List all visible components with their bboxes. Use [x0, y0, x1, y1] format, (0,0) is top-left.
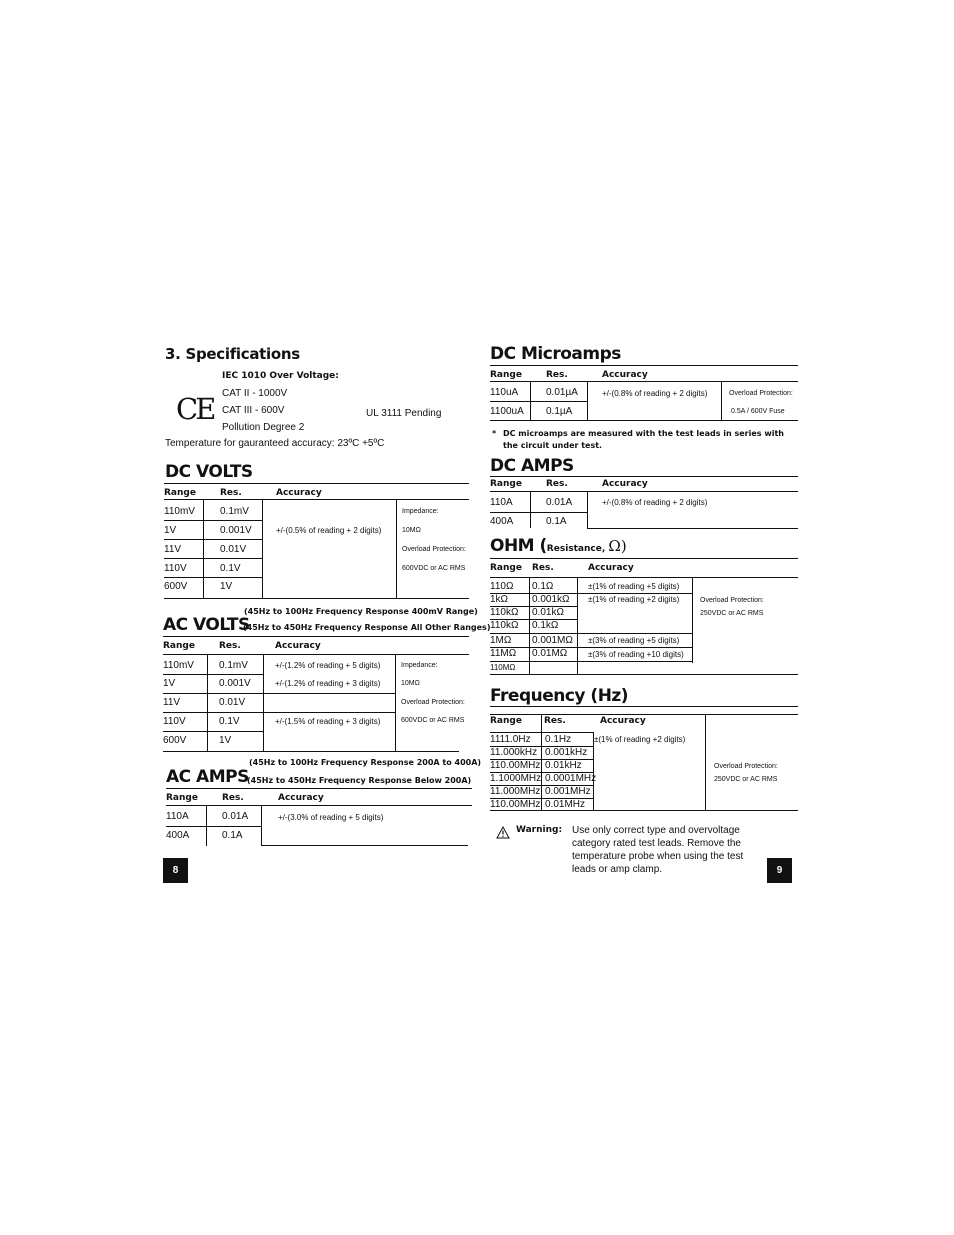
col-header-res: Res.: [546, 370, 568, 380]
table-row-range: 11.000MHz: [490, 786, 541, 797]
spec-note: Overload Protection:: [401, 699, 465, 706]
ohm-title: [490, 536, 627, 556]
table-row-res: 0.01kHz: [545, 760, 582, 771]
table-row-res: 0.01A: [546, 497, 573, 508]
ac-amps-freq-note: (45Hz to 100Hz Frequency Response 200A to 400A): [249, 758, 482, 767]
specifications-title: 3. Specifications: [165, 345, 300, 363]
ul-listing: UL 3111 Pending: [366, 408, 442, 419]
spec-note: Overload Protection:: [729, 390, 793, 397]
page-number: 9: [767, 858, 792, 883]
spec-note: 0.5A / 600V Fuse: [731, 408, 785, 415]
table-row-res: 0.01MHz: [545, 799, 586, 810]
table-row-res: 0.1µA: [546, 406, 573, 417]
ac-amps-freq-note: (45Hz to 450Hz Frequency Response Below 200A): [247, 776, 472, 785]
table-row-range: 11V: [164, 544, 182, 555]
ac-volts-freq-note: (45Hz to 450Hz Frequency Response All Other Ranges): [243, 623, 491, 632]
table-row-range: 110.00MHz: [490, 799, 541, 810]
col-header-res: Res.: [544, 716, 566, 726]
warning-text: leads or amp clamp.: [572, 864, 663, 875]
ac-volts-title: AC VOLTS: [163, 615, 250, 635]
col-header-range: Range: [164, 488, 196, 498]
col-header-accuracy: Accuracy: [276, 488, 322, 498]
table-row-range: 400A: [490, 516, 514, 527]
table-row-res: 0.01A: [222, 811, 249, 822]
accuracy-text: +/-(0.8% of reading + 2 digits): [602, 389, 708, 398]
table-row-range: 110mV: [164, 506, 195, 517]
col-header-res: Res.: [532, 563, 554, 573]
col-header-range: Range: [490, 563, 522, 573]
table-row-range: 110A: [166, 811, 189, 822]
ohm-title-main: OHM (: [490, 536, 547, 556]
table-row-res: 0.01MΩ: [532, 648, 568, 659]
warning-text: category rated test leads. Remove the: [572, 838, 741, 849]
table-row-res: 0.001kHz: [545, 747, 588, 758]
spec-note: Overload Protection:: [714, 763, 778, 770]
table-row-range: 1MΩ: [490, 635, 512, 646]
page-number: 8: [163, 858, 188, 883]
table-row-res: 0.1mV: [220, 506, 249, 517]
accuracy-text: +/-(1.2% of reading + 5 digits): [275, 661, 381, 670]
table-row-res: 0.1Ω: [532, 581, 554, 592]
ce-mark-logo: CE: [176, 392, 214, 426]
table-row-res: 0.1V: [219, 716, 240, 727]
accuracy-text: +/-(1.2% of reading + 3 digits): [275, 679, 381, 688]
ac-amps-title: AC AMPS: [166, 767, 249, 787]
spec-note: 600VDC or AC RMS: [401, 717, 465, 724]
accuracy-text: +/-(0.8% of reading + 2 digits): [602, 498, 708, 507]
footnote-mark: *: [492, 429, 497, 438]
temperature-note: Temperature for gauranteed accuracy: 23ºC +5ºC: [165, 438, 385, 449]
table-row-res: 0.1A: [222, 830, 243, 841]
table-row-res: 1V: [219, 735, 232, 746]
spec-note: 250VDC or AC RMS: [714, 776, 778, 783]
table-row-range: 110kΩ: [490, 620, 519, 631]
col-header-accuracy: Accuracy: [602, 370, 648, 380]
table-row-range: 1.1000MHz: [490, 773, 542, 784]
iec-line: CAT II - 1000V: [222, 388, 288, 399]
spec-note: 10MΩ: [402, 527, 421, 534]
table-row-range: 110V: [163, 716, 186, 727]
table-row-range: 110V: [164, 563, 187, 574]
spec-note: 600VDC or AC RMS: [402, 565, 466, 572]
col-header-res: Res.: [219, 641, 241, 651]
table-row-range: 110.00MHz: [490, 760, 541, 771]
col-header-accuracy: Accuracy: [588, 563, 634, 573]
table-row-range: 1111.0Hz: [490, 734, 531, 745]
table-row-res: 0.1A: [546, 516, 567, 527]
table-row-range: 11MΩ: [490, 648, 517, 659]
iec-line: Pollution Degree 2: [222, 422, 305, 433]
warning-text: temperature probe when using the test: [572, 851, 744, 862]
table-row-res: 0.001MΩ: [532, 635, 573, 646]
warning-triangle-icon: [496, 826, 510, 839]
table-row-range: 110uA: [490, 387, 519, 398]
dc-microamps-title: DC Microamps: [490, 344, 621, 364]
col-header-res: Res.: [220, 488, 242, 498]
col-header-range: Range: [490, 370, 522, 380]
ac-volts-freq-note: (45Hz to 100Hz Frequency Response 400mV Range): [244, 607, 478, 616]
table-row-range: 600V: [164, 581, 188, 592]
col-header-range: Range: [490, 479, 522, 489]
col-header-range: Range: [490, 716, 522, 726]
table-row-res: 1V: [220, 581, 233, 592]
table-row-range: 110kΩ: [490, 607, 519, 618]
accuracy-text: +/-(3.0% of reading + 5 digits): [278, 813, 384, 822]
accuracy-text: ±(1% of reading +5 digits): [588, 582, 680, 591]
spec-note: 250VDC or AC RMS: [700, 610, 764, 617]
table-row-res: 0.1Hz: [545, 734, 572, 745]
table-row-range: 1V: [164, 525, 177, 536]
footnote-text: the circuit under test.: [503, 441, 603, 450]
table-row-range: 11V: [163, 697, 181, 708]
accuracy-text: ±(3% of reading +10 digits): [588, 650, 684, 659]
table-row-range: 1kΩ: [490, 594, 509, 605]
spec-note: Overload Protection:: [700, 597, 764, 604]
table-row-res: 0.01V: [220, 544, 247, 555]
table-row-range: 1V: [163, 678, 176, 689]
col-header-accuracy: Accuracy: [275, 641, 321, 651]
accuracy-text: +/-(1.5% of reading + 3 digits): [275, 717, 381, 726]
warning-text: Use only correct type and overvoltage: [572, 825, 740, 836]
table-row-res: 0.01kΩ: [532, 607, 564, 618]
iec-title: IEC 1010 Over Voltage:: [222, 371, 339, 381]
table-row-range: 400A: [166, 830, 190, 841]
accuracy-text: ±(1% of reading +2 digits): [588, 595, 680, 604]
table-row-res: 0.1mV: [219, 660, 248, 671]
frequency-title: Frequency (Hz): [490, 686, 629, 706]
spec-note: Impedance:: [401, 662, 438, 669]
table-row-res: 0.001kΩ: [532, 594, 570, 605]
warning-label: Warning:: [516, 825, 563, 835]
col-header-accuracy: Accuracy: [600, 716, 646, 726]
col-header-accuracy: Accuracy: [278, 793, 324, 803]
table-row-res: 0.001MHz: [545, 786, 591, 797]
table-row-range: 11.000kHz: [490, 747, 538, 758]
spec-note: Impedance:: [402, 508, 439, 515]
ohm-symbol: Ω): [608, 537, 627, 555]
table-row-range: 110MΩ: [490, 663, 516, 672]
table-row-res: 0.001V: [220, 525, 252, 536]
table-row-res: 0.1kΩ: [532, 620, 559, 631]
table-row-res: 0.0001MHz: [545, 773, 597, 784]
table-row-range: 600V: [163, 735, 187, 746]
col-header-res: Res.: [222, 793, 244, 803]
dc-volts-title: DC VOLTS: [165, 462, 253, 482]
accuracy-text: +/-(0.5% of reading + 2 digits): [276, 526, 382, 535]
table-row-res: 0.01V: [219, 697, 246, 708]
accuracy-text: ±(3% of reading +5 digits): [588, 636, 680, 645]
table-row-res: 0.01µA: [546, 387, 578, 398]
table-row-range: 110A: [490, 497, 513, 508]
col-header-range: Range: [163, 641, 195, 651]
table-row-range: 110mV: [163, 660, 194, 671]
ohm-title-small: Resistance,: [546, 544, 609, 554]
table-row-range: 1100uA: [490, 406, 524, 417]
table-row-range: 110Ω: [490, 581, 514, 592]
col-header-accuracy: Accuracy: [602, 479, 648, 489]
footnote-text: DC microamps are measured with the test leads in series with: [503, 429, 784, 438]
table-row-res: 0.1V: [220, 563, 241, 574]
spec-note: Overload Protection:: [402, 546, 466, 553]
col-header-range: Range: [166, 793, 198, 803]
iec-line: CAT III - 600V: [222, 405, 285, 416]
table-row-res: 0.001V: [219, 678, 251, 689]
accuracy-text: ±(1% of reading +2 digits): [594, 735, 686, 744]
spec-note: 10MΩ: [401, 680, 420, 687]
col-header-res: Res.: [546, 479, 568, 489]
dc-amps-title: DC AMPS: [490, 456, 574, 476]
